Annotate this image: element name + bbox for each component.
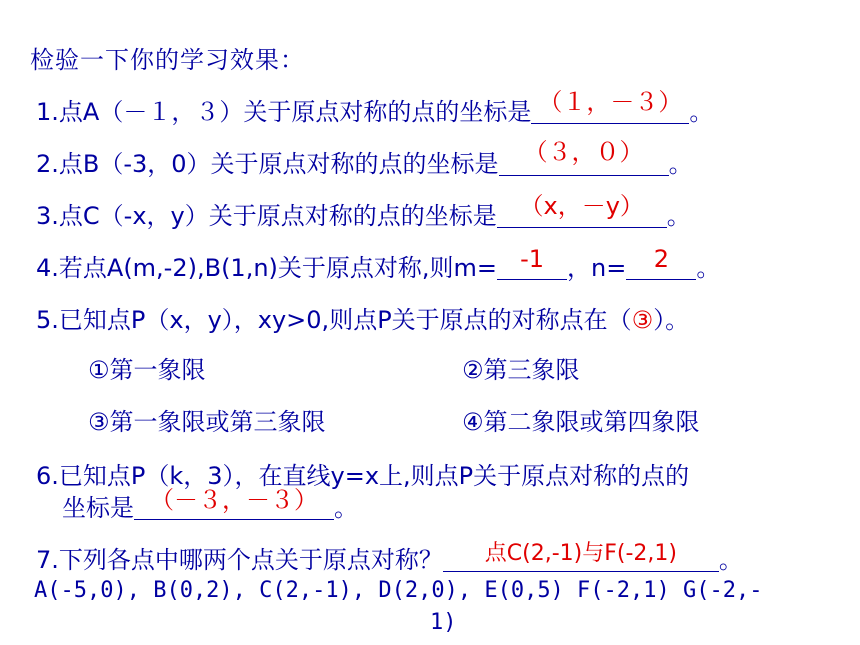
question-6-blank [134,486,334,520]
question-1-blank [531,88,689,124]
question-1-text: 1.点A（－１，３）关于原点对称的点的坐标是 [36,98,532,126]
question-5-option-1: ①第一象限 [88,356,206,384]
question-7-answer: 点C(2,-1)与F(-2,1) [484,541,677,566]
question-7-blank [443,541,719,572]
question-6-line-1: 6.已知点P（k，3），在直线y=x上,则点P关于原点对称的点的 [36,462,690,490]
question-4-middle: ，n= [567,254,627,282]
question-5-option-3: ③第一象限或第三象限 [88,408,326,436]
question-3-blank [497,192,667,228]
question-4 [36,245,721,283]
question-5-answer: ③ [631,306,654,334]
page-title: 检验一下你的学习效果： [30,46,305,74]
question-5-option-4: ④第二象限或第四象限 [462,408,700,436]
question-4-answer-n: 2 [653,245,669,273]
question-6-text: 坐标是 [62,494,134,522]
question-4-answer-m: -1 [520,245,544,273]
question-5-text: 5.已知点P（x，y），xy>0,则点P关于原点的对称点在（ [36,306,632,334]
question-5 [36,300,689,335]
question-4-blank-n [626,245,696,280]
question-7-text: 7.下列各点中哪两个点关于原点对称？ [36,546,443,574]
question-1-suffix: 。 [689,98,714,126]
question-2-answer: （３，０） [523,138,644,166]
question-4-suffix: 。 [696,254,721,282]
question-3 [36,192,691,231]
question-7-suffix: 。 [718,546,743,574]
question-1-answer: （１，－３） [538,88,683,116]
question-4-blank-m [497,245,567,280]
question-6-suffix: 。 [334,494,358,522]
question-1 [36,88,714,127]
question-2-text: 2.点B（-3，0）关于原点对称的点的坐标是 [36,150,499,178]
question-2-suffix: 。 [668,150,693,178]
question-2-blank [499,138,669,176]
question-6-line-2 [62,488,358,523]
question-7 [36,540,743,575]
question-3-suffix: 。 [666,202,691,230]
question-3-text: 3.点C（-x，y）关于原点对称的点的坐标是 [36,202,497,230]
question-5-suffix: ）。 [653,306,690,334]
question-5-option-2: ②第三象限 [462,356,580,384]
question-4-text: 4.若点A(m,-2),B(1,n)关于原点对称,则m= [36,254,498,282]
question-3-answer: （x，－y） [519,192,644,220]
question-7-points-line-2: 1) [430,610,457,635]
question-6-answer: （－３，－３） [150,486,318,514]
question-2 [36,138,693,179]
question-7-points-line-1: A(-5,0), B(0,2), C(2,-1), D(2,0), E(0,5) F(-2,1) G(-2,- [34,578,763,603]
